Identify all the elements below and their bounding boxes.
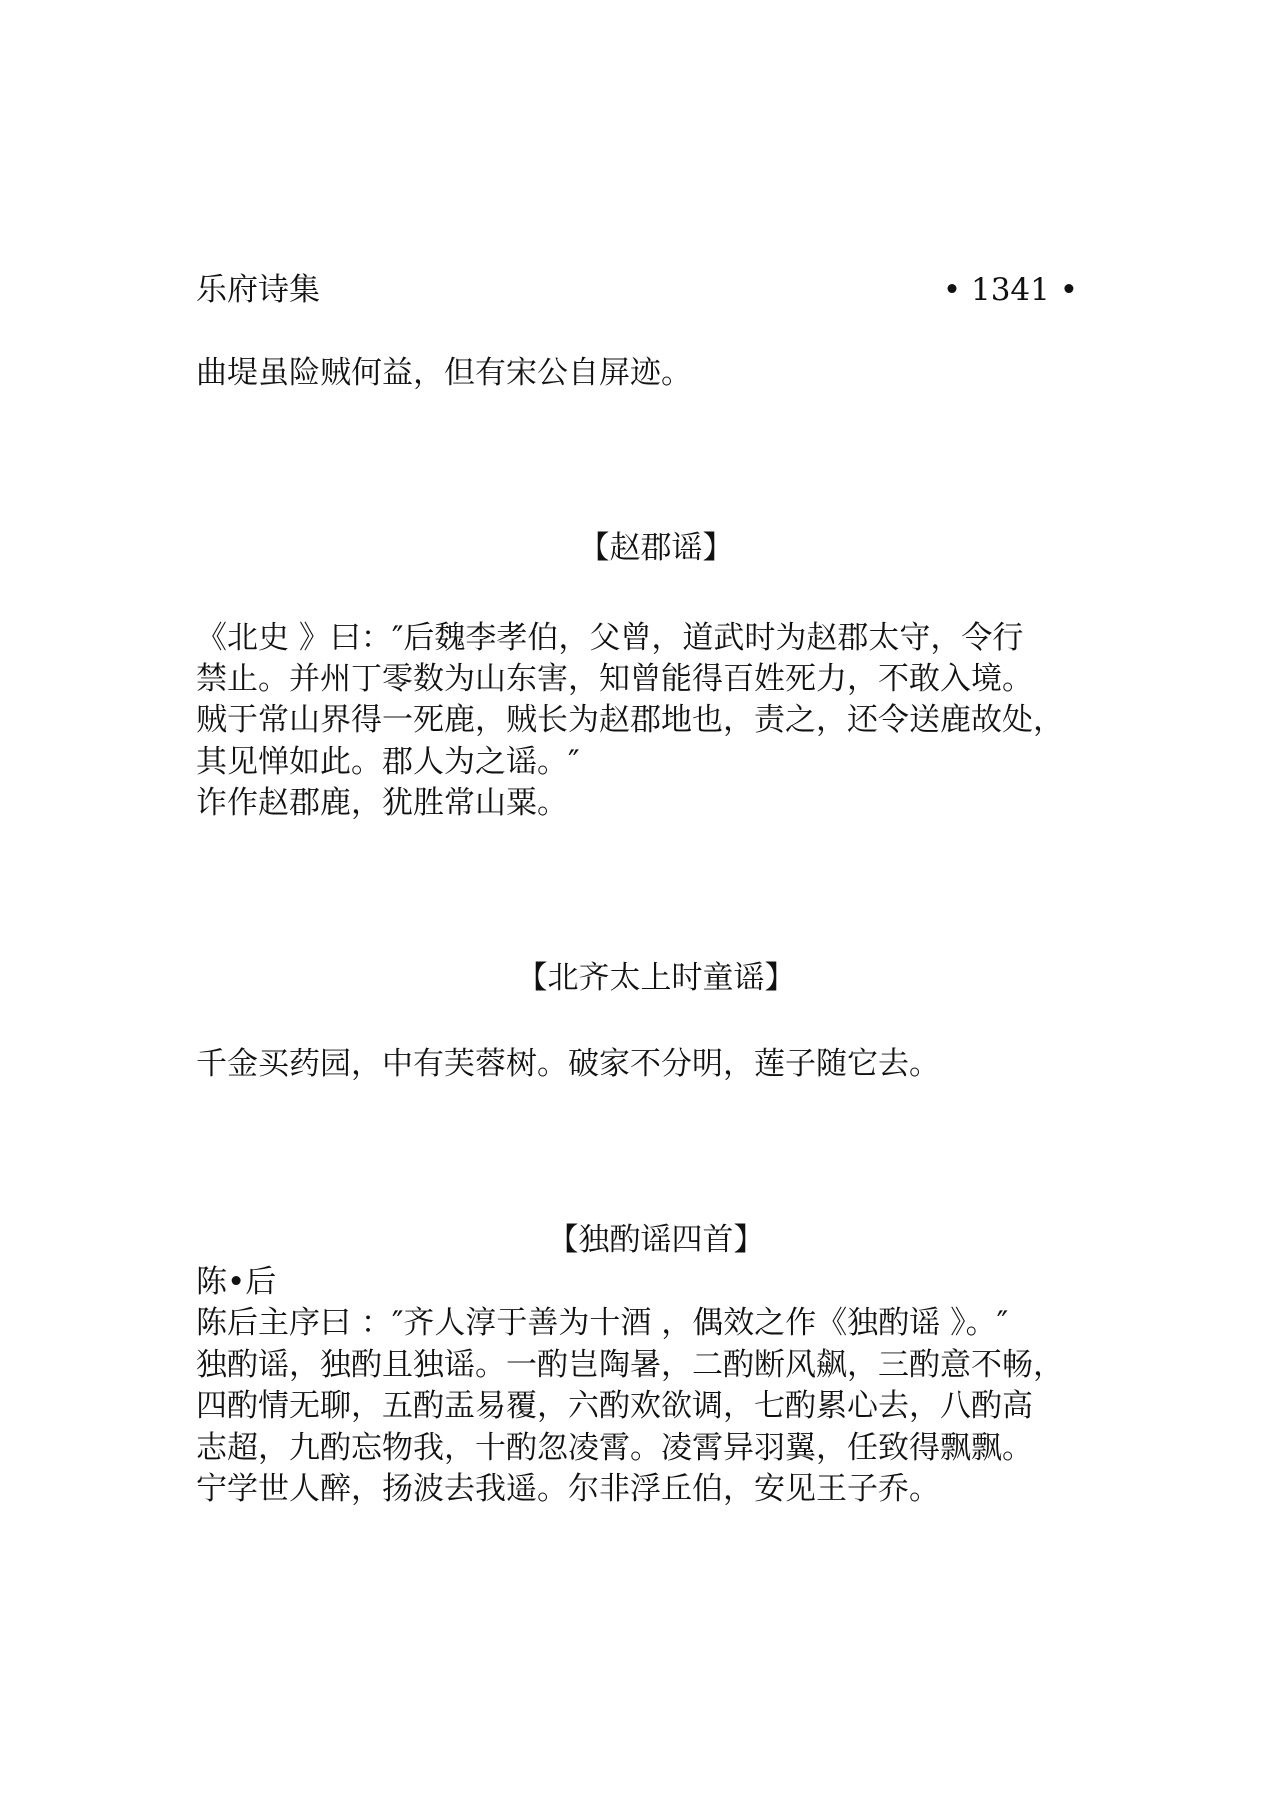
page-number: • 1341 •: [942, 272, 1078, 308]
section-line: 独酌谣，独酌且独谣。一酌岂陶暑，二酌断风飙，三酌意不畅，: [196, 1347, 1064, 1383]
author-line: 陈•后: [196, 1264, 277, 1300]
section-title-beiqi: 【北齐太上时童谣】: [516, 960, 796, 996]
section-title-duzhuo: 【独酌谣四首】: [547, 1222, 765, 1258]
section-title-zhaojun: 【赵郡谣】: [578, 530, 734, 566]
page-header: [196, 266, 1078, 314]
section-line: 诈作赵郡鹿，犹胜常山粟。: [196, 785, 568, 821]
section-line: 禁止。并州丁零数为山东害，知曾能得百姓死力，不敢入境。: [196, 661, 1033, 697]
section-line: 《北史 》曰：″后魏李孝伯，父曾，道武时为赵郡太守，令行: [196, 620, 1024, 656]
section-line: 贼于常山界得一死鹿，贼长为赵郡地也，责之，还令送鹿故处，: [196, 702, 1064, 738]
section-line: 宁学世人醉，扬波去我遥。尔非浮丘伯，安见王子乔。: [196, 1471, 940, 1507]
book-title: 乐府诗集: [196, 272, 320, 308]
section-line: 四酌情无聊，五酌盂易覆，六酌欢欲调，七酌累心去，八酌高: [196, 1388, 1033, 1424]
section-line: 陈后主序曰 ：″齐人淳于善为十酒 ，偶效之作《独酌谣 》。″: [196, 1305, 1009, 1341]
section-line: 志超，九酌忘物我，十酌忽凌霄。凌霄异羽翼，任致得飘飘。: [196, 1430, 1033, 1466]
section-line: 其见惮如此。郡人为之谣。″: [196, 744, 580, 780]
continuation-line: 曲堤虽险贼何益，但有宋公自屏迹。: [196, 355, 692, 391]
section-line: 千金买药园，中有芙蓉树。破家不分明，莲子随它去。: [196, 1046, 940, 1082]
